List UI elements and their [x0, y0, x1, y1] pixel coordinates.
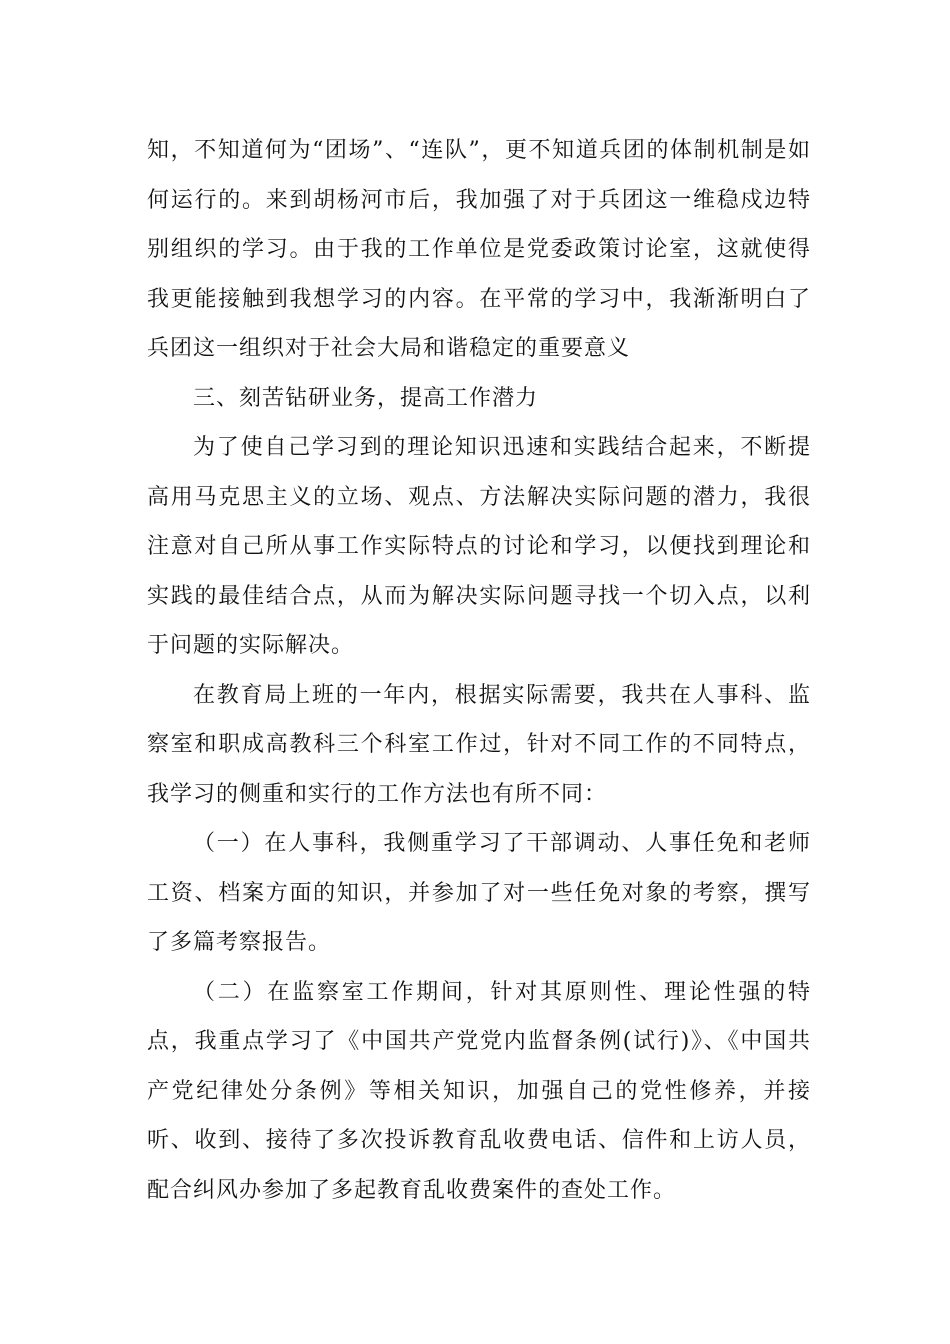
paragraph-continued: 知，不知道何为“团场”、“连队”，更不知道兵团的体制机制是如何运行的。来到胡杨河市后，我加强了对于兵团这一维稳戍边特别组织的学习。由于我的工作单位是党委政策讨论室，这就使得我更能接触到我想学习的内容。在平常的学习中，我渐渐明白了兵团这一组织对于社会大局和谐稳定的重要意义	[147, 138, 811, 361]
paragraph-education-bureau: 在教育局上班的一年内，根据实际需要，我共在人事科、监察室和职成高教科三个科室工作过，针对不同工作的不同特点，我学习的侧重和实行的工作方法也有所不同：	[147, 682, 811, 807]
document-body	[147, 126, 811, 1215]
section-heading: 三、刻苦钻研业务，提高工作潜力	[193, 385, 539, 411]
paragraph-practice: 为了使自己学习到的理论知识迅速和实践结合起来，不断提高用马克思主义的立场、观点、方法解决实际问题的潜力，我很注意对自己所从事工作实际特点的讨论和学习，以便找到理论和实践的最佳结合点，从而为解决实际问题寻找一个切入点，以利于问题的实际解决。	[147, 435, 811, 658]
paragraph-supervision: （二）在监察室工作期间，针对其原则性、理论性强的特点，我重点学习了《中国共产党党内监督条例(试行)》、《中国共产党纪律处分条例》等相关知识，加强自己的党性修养，并接听、收到、接待了多次投诉教育乱收费电话、信件和上访人员，配合纠风办参加了多起教育乱收费案件的查处工作。	[147, 979, 811, 1203]
paragraph-personnel: （一）在人事科，我侧重学习了干部调动、人事任免和老师工资、档案方面的知识，并参加了对一些任免对象的考察，撰写了多篇考察报告。	[147, 831, 811, 955]
